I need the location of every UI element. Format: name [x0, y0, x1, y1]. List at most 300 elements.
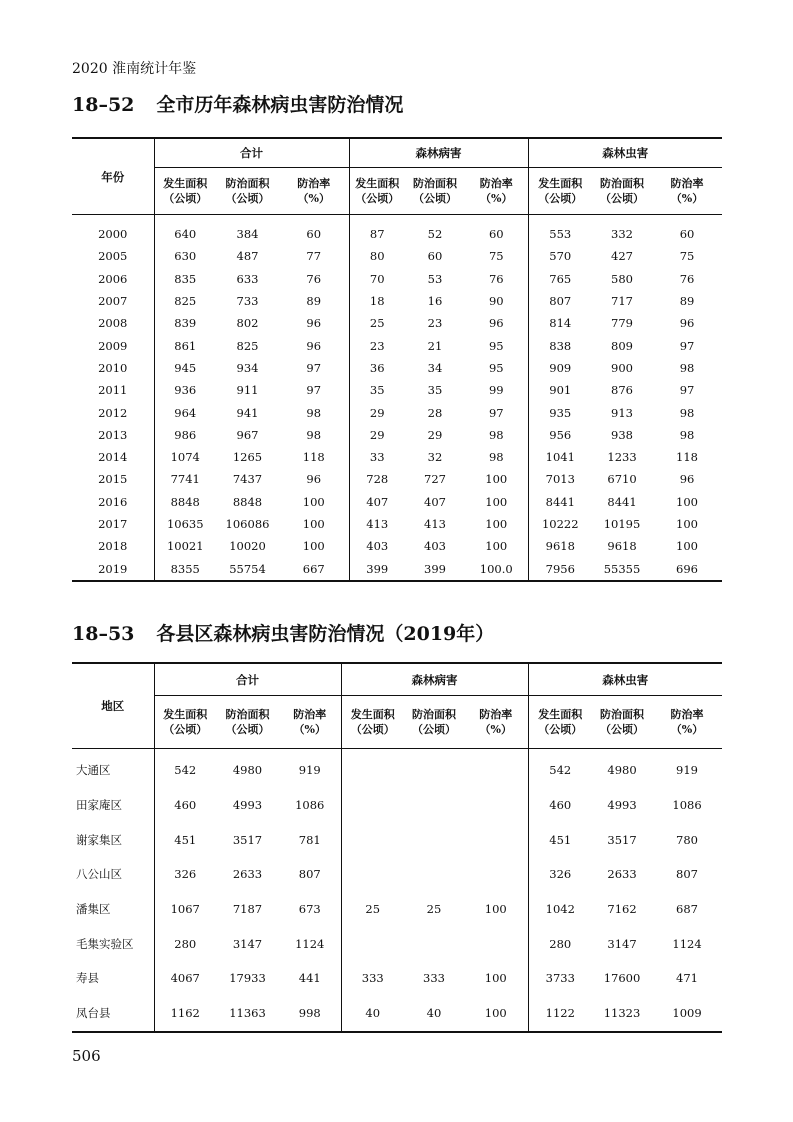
- disease-control-cell: [404, 926, 464, 961]
- disease-rate-cell: 99: [488, 383, 504, 398]
- table-row: [72, 961, 722, 996]
- disease-rate-cell: 90: [488, 294, 504, 309]
- pest-control-cell: 17600: [603, 971, 641, 986]
- year-cell: 2015: [98, 472, 128, 487]
- group-forest-pest: 森林虫害: [528, 138, 722, 168]
- total-occurrence-cell: 1074: [154, 446, 216, 468]
- pest-control-cell: 4993: [607, 798, 637, 813]
- pest-rate-cell: 98: [679, 360, 695, 375]
- table-row: [72, 215, 722, 246]
- pest-control-cell: 7162: [607, 902, 637, 917]
- total-occurrence-cell: 936: [154, 379, 216, 401]
- disease-occurrence-cell: [341, 822, 404, 857]
- total-control-cell: 1265: [232, 450, 263, 465]
- total-occurrence-cell: 1067: [154, 892, 216, 927]
- total-occurrence-cell: 640: [154, 215, 216, 246]
- header-unit: （公顷）: [600, 723, 645, 736]
- total-control-cell: 633: [236, 271, 259, 286]
- total-occurrence-cell: 542: [154, 749, 216, 788]
- pest-rate-cell: 100: [676, 539, 698, 554]
- total-control-cell: 7187: [232, 902, 263, 917]
- total-control-cell: 4980: [232, 763, 263, 778]
- total-control-cell: 941: [236, 405, 259, 420]
- total-rate-cell: 118: [302, 450, 325, 465]
- pest-control-cell: 913: [611, 405, 633, 420]
- table-row: [72, 424, 722, 446]
- year-cell: 2013: [98, 427, 128, 442]
- total-occurrence-cell: 7741: [154, 468, 216, 490]
- disease-control-cell: 403: [424, 539, 446, 554]
- header-label: 防治率: [670, 708, 704, 721]
- pest-rate-cell: 96: [679, 316, 695, 331]
- header-unit: （%）: [480, 192, 513, 205]
- table-row: [72, 446, 722, 468]
- total-control-cell: 7437: [232, 472, 263, 487]
- pest-occurrence-cell: 7013: [528, 468, 592, 490]
- pest-occurrence-cell: 3733: [528, 961, 592, 996]
- disease-rate-cell: 100: [485, 494, 508, 509]
- header-unit: （公顷）: [413, 192, 457, 205]
- pest-occurrence-cell: 1042: [528, 892, 592, 927]
- disease-rate-cell: 76: [488, 271, 504, 286]
- total-control-cell: 2633: [232, 867, 263, 882]
- total-rate-cell: 77: [306, 249, 322, 264]
- total-control-cell: 384: [236, 227, 259, 242]
- table-row: [72, 491, 722, 513]
- pest-control-cell: 938: [611, 427, 633, 442]
- table1-title: [72, 90, 403, 117]
- pest-rate-cell: 1086: [672, 798, 702, 813]
- table-row: [72, 379, 722, 401]
- disease-control-cell: 32: [427, 450, 443, 465]
- disease-control-cell: 60: [427, 249, 443, 264]
- disease-control-cell: 28: [427, 405, 443, 420]
- disease-control-cell: 23: [427, 316, 443, 331]
- table-row: [72, 468, 722, 490]
- year-cell: 2006: [98, 271, 128, 286]
- total-control-cell: 967: [236, 427, 259, 442]
- header-unit: （公顷）: [225, 723, 270, 736]
- disease-control-cell: [404, 788, 464, 823]
- disease-occurrence-cell: 70: [349, 268, 405, 290]
- control-area-header: [404, 696, 464, 749]
- year-cell: 2018: [98, 539, 128, 554]
- table-row: [72, 788, 722, 823]
- disease-occurrence-cell: 407: [349, 491, 405, 513]
- region-cell: 毛集实验区: [76, 936, 134, 951]
- table-row: [72, 290, 722, 312]
- disease-control-cell: [404, 857, 464, 892]
- year-cell: 2017: [98, 517, 128, 531]
- pest-occurrence-cell: 570: [528, 245, 592, 267]
- disease-rate-cell: 100: [484, 902, 507, 917]
- region-cell: 凤台县: [76, 1006, 111, 1021]
- disease-control-cell: 29: [427, 427, 443, 442]
- table-forest-pest-history: [72, 137, 722, 582]
- header-label: 发生面积: [538, 177, 583, 190]
- region-cell: 大通区: [76, 763, 111, 778]
- total-rate-cell: 97: [306, 360, 322, 375]
- total-rate-cell: 441: [298, 971, 321, 986]
- disease-occurrence-cell: [341, 788, 404, 823]
- header-unit: （公顷）: [538, 723, 583, 736]
- header-label: 防治率: [670, 177, 704, 190]
- total-control-cell: 825: [236, 338, 259, 353]
- disease-occurrence-cell: 33: [349, 446, 405, 468]
- header-unit: （%）: [297, 192, 330, 205]
- table-row: [72, 822, 722, 857]
- disease-control-cell: [404, 822, 464, 857]
- table-row: [72, 749, 722, 788]
- disease-control-cell: 399: [424, 561, 446, 576]
- disease-occurrence-cell: [341, 926, 404, 961]
- pest-control-cell: 580: [611, 271, 633, 286]
- table2-title: [72, 619, 494, 646]
- total-rate-cell: 98: [306, 427, 322, 442]
- pest-rate-cell: 807: [676, 867, 698, 882]
- disease-rate-cell: [464, 822, 528, 857]
- disease-rate-cell: 97: [488, 405, 504, 420]
- total-rate-cell: 76: [306, 271, 322, 286]
- pest-rate-cell: 98: [679, 405, 695, 420]
- table-row: [72, 557, 722, 580]
- pest-control-cell: 3147: [607, 936, 637, 951]
- table-row: [72, 401, 722, 423]
- disease-occurrence-cell: 413: [349, 513, 405, 535]
- pest-occurrence-cell: 765: [528, 268, 592, 290]
- region-cell: 谢家集区: [76, 832, 122, 847]
- total-control-cell: 10020: [229, 539, 266, 554]
- header-unit: （%）: [670, 723, 704, 736]
- pest-rate-cell: 96: [679, 472, 695, 487]
- total-occurrence-cell: 630: [154, 245, 216, 267]
- region-cell: 潘集区: [76, 902, 111, 917]
- total-control-cell: 17933: [229, 971, 266, 986]
- control-rate-header: [652, 168, 722, 215]
- occurrence-area-header: [154, 696, 216, 749]
- header-label: 防治面积: [412, 708, 456, 721]
- total-occurrence-cell: 460: [154, 788, 216, 823]
- disease-rate-cell: 100: [485, 517, 508, 531]
- region-cell: 八公山区: [76, 867, 122, 882]
- occurrence-area-header: [349, 168, 405, 215]
- table1-title-text: 全市历年森林病虫害防治情况: [156, 94, 404, 116]
- total-occurrence-cell: 280: [154, 926, 216, 961]
- disease-occurrence-cell: 403: [349, 535, 405, 557]
- pest-control-cell: 3517: [607, 832, 637, 847]
- header-label: 发生面积: [163, 177, 208, 190]
- disease-occurrence-cell: 40: [341, 996, 404, 1032]
- header-label: 发生面积: [538, 708, 583, 721]
- pest-control-cell: 876: [611, 383, 633, 398]
- control-area-header: [405, 168, 465, 215]
- total-occurrence-cell: 326: [154, 857, 216, 892]
- pest-occurrence-cell: 807: [528, 290, 592, 312]
- pest-occurrence-cell: 909: [528, 357, 592, 379]
- header-label: 防治率: [479, 177, 513, 190]
- disease-control-cell: 25: [426, 902, 442, 917]
- pest-control-cell: 332: [611, 227, 633, 242]
- header-unit: （公顷）: [538, 192, 583, 205]
- table-row: [72, 312, 722, 334]
- year-cell: 2000: [98, 227, 128, 242]
- control-rate-header: [279, 168, 349, 215]
- year-cell: 2010: [98, 360, 128, 375]
- year-cell: 2016: [98, 494, 128, 509]
- disease-occurrence-cell: 87: [349, 215, 405, 246]
- total-control-cell: 802: [236, 316, 259, 331]
- total-rate-cell: 100: [302, 517, 325, 531]
- total-occurrence-cell: 10635: [154, 513, 216, 535]
- total-rate-cell: 781: [298, 832, 321, 847]
- pest-rate-cell: 75: [679, 249, 695, 264]
- pest-rate-cell: 471: [676, 971, 698, 986]
- table-row: [72, 996, 722, 1032]
- table-forest-pest-by-district: [72, 662, 722, 1033]
- disease-rate-cell: [464, 749, 528, 788]
- pest-control-cell: 779: [611, 316, 633, 331]
- disease-rate-cell: 100: [485, 539, 508, 554]
- header-label: 发生面积: [355, 177, 400, 190]
- occurrence-area-header: [528, 168, 592, 215]
- disease-control-cell: 407: [424, 494, 446, 509]
- disease-control-cell: 40: [426, 1006, 442, 1021]
- page-number: 506: [72, 1047, 101, 1065]
- table-row: [72, 892, 722, 927]
- total-occurrence-cell: 8848: [154, 491, 216, 513]
- disease-control-cell: 333: [423, 971, 445, 986]
- disease-rate-cell: 75: [488, 249, 504, 264]
- disease-control-cell: 52: [427, 227, 443, 242]
- control-rate-header: [279, 696, 341, 749]
- pest-rate-cell: 100: [676, 494, 698, 509]
- disease-occurrence-cell: 399: [349, 557, 405, 580]
- pest-control-cell: 4980: [607, 763, 637, 778]
- pest-rate-cell: 696: [676, 561, 698, 576]
- pest-control-cell: 717: [611, 294, 633, 309]
- year-cell: 2014: [98, 450, 128, 465]
- table2-number: 18–53: [72, 623, 135, 645]
- group-total: 合计: [154, 138, 349, 168]
- pest-occurrence-cell: 814: [528, 312, 592, 334]
- disease-control-cell: [404, 749, 464, 788]
- total-control-cell: 487: [236, 249, 259, 264]
- year-cell: 2008: [98, 316, 128, 331]
- total-control-cell: 4993: [232, 798, 263, 813]
- disease-rate-cell: 95: [488, 338, 504, 353]
- header-unit: （%）: [670, 192, 704, 205]
- pest-occurrence-cell: 326: [528, 857, 592, 892]
- pest-occurrence-cell: 280: [528, 926, 592, 961]
- total-control-cell: 55754: [229, 561, 266, 576]
- pest-control-cell: 900: [611, 360, 633, 375]
- total-control-cell: 11363: [229, 1006, 266, 1021]
- pest-rate-cell: 687: [676, 902, 698, 917]
- disease-control-cell: 727: [424, 472, 446, 487]
- year-cell: 2012: [98, 405, 128, 420]
- total-control-cell: 934: [236, 360, 259, 375]
- row-header-year: 年份: [72, 138, 154, 215]
- disease-control-cell: 21: [427, 338, 443, 353]
- total-rate-cell: 1124: [295, 936, 325, 951]
- total-rate-cell: 96: [306, 472, 322, 487]
- control-area-header: [592, 696, 652, 749]
- header-label: 防治面积: [600, 177, 645, 190]
- table-row: [72, 357, 722, 379]
- header-unit: （公顷）: [163, 192, 208, 205]
- disease-occurrence-cell: [341, 749, 404, 788]
- total-rate-cell: 96: [306, 338, 322, 353]
- total-rate-cell: 89: [306, 294, 322, 309]
- pest-occurrence-cell: 451: [528, 822, 592, 857]
- pest-rate-cell: 1009: [672, 1006, 702, 1021]
- total-control-cell: 733: [236, 294, 259, 309]
- header-unit: （%）: [479, 723, 512, 736]
- pest-occurrence-cell: 838: [528, 334, 592, 356]
- occurrence-area-header: [154, 168, 216, 215]
- total-occurrence-cell: 451: [154, 822, 216, 857]
- total-occurrence-cell: 861: [154, 334, 216, 356]
- row-header-region: 地区: [72, 663, 154, 749]
- control-area-header: [592, 168, 652, 215]
- header-label: 发生面积: [163, 708, 208, 721]
- pest-rate-cell: 118: [676, 450, 698, 465]
- pest-rate-cell: 919: [676, 763, 698, 778]
- total-occurrence-cell: 945: [154, 357, 216, 379]
- group-forest-pest: 森林虫害: [528, 663, 722, 696]
- year-cell: 2007: [98, 294, 128, 309]
- total-occurrence-cell: 8355: [154, 557, 216, 580]
- disease-occurrence-cell: 18: [349, 290, 405, 312]
- disease-control-cell: 53: [427, 271, 443, 286]
- total-occurrence-cell: 835: [154, 268, 216, 290]
- table2-title-text: 各县区森林病虫害防治情况（2019年）: [156, 623, 495, 645]
- pest-rate-cell: 89: [679, 294, 695, 309]
- header-unit: （公顷）: [412, 723, 456, 736]
- pest-control-cell: 427: [611, 249, 633, 264]
- region-cell: 寿县: [76, 971, 99, 986]
- running-header: 2020 淮南统计年鉴: [72, 61, 197, 77]
- pest-occurrence-cell: 9618: [528, 535, 592, 557]
- disease-rate-cell: [464, 926, 528, 961]
- disease-rate-cell: 96: [488, 316, 504, 331]
- control-area-header: [216, 696, 279, 749]
- header-unit: （%）: [293, 723, 326, 736]
- pest-control-cell: 55355: [603, 561, 641, 576]
- disease-rate-cell: 60: [488, 227, 504, 242]
- year-cell: 2019: [98, 561, 128, 576]
- pest-rate-cell: 97: [679, 383, 695, 398]
- total-rate-cell: 673: [298, 902, 321, 917]
- pest-rate-cell: 76: [679, 271, 695, 286]
- pest-occurrence-cell: 7956: [528, 557, 592, 580]
- pest-control-cell: 2633: [607, 867, 637, 882]
- group-forest-disease: 森林病害: [349, 138, 528, 168]
- pest-rate-cell: 98: [679, 427, 695, 442]
- disease-occurrence-cell: 29: [349, 424, 405, 446]
- pest-occurrence-cell: 8441: [528, 491, 592, 513]
- total-rate-cell: 60: [306, 227, 322, 242]
- region-cell: 田家庵区: [76, 798, 122, 813]
- total-occurrence-cell: 964: [154, 401, 216, 423]
- disease-control-cell: 413: [424, 517, 446, 531]
- total-rate-cell: 998: [298, 1006, 321, 1021]
- header-label: 防治面积: [225, 708, 270, 721]
- disease-rate-cell: 98: [488, 450, 504, 465]
- pest-occurrence-cell: 1122: [528, 996, 592, 1032]
- pest-occurrence-cell: 10222: [528, 513, 592, 535]
- header-label: 发生面积: [350, 708, 395, 721]
- pest-occurrence-cell: 553: [528, 215, 592, 246]
- total-rate-cell: 98: [306, 405, 322, 420]
- total-rate-cell: 807: [298, 867, 321, 882]
- pest-occurrence-cell: 542: [528, 749, 592, 788]
- total-rate-cell: 96: [306, 316, 322, 331]
- total-control-cell: 3517: [232, 832, 263, 847]
- disease-control-cell: 16: [427, 294, 443, 309]
- disease-rate-cell: [464, 788, 528, 823]
- control-rate-header: [464, 696, 528, 749]
- pest-occurrence-cell: 901: [528, 379, 592, 401]
- total-control-cell: 911: [236, 383, 259, 398]
- header-label: 防治面积: [413, 177, 457, 190]
- header-unit: （公顷）: [163, 723, 208, 736]
- pest-occurrence-cell: 935: [528, 401, 592, 423]
- disease-occurrence-cell: 25: [349, 312, 405, 334]
- disease-rate-cell: 100.0: [479, 561, 513, 576]
- header-label: 防治率: [479, 708, 513, 721]
- disease-occurrence-cell: 333: [341, 961, 404, 996]
- pest-occurrence-cell: 956: [528, 424, 592, 446]
- group-forest-disease: 森林病害: [341, 663, 528, 696]
- disease-occurrence-cell: 35: [349, 379, 405, 401]
- table-row: [72, 513, 722, 535]
- table-row: [72, 334, 722, 356]
- disease-control-cell: 35: [427, 383, 443, 398]
- year-cell: 2005: [98, 249, 128, 264]
- disease-occurrence-cell: 36: [349, 357, 405, 379]
- total-occurrence-cell: 10021: [154, 535, 216, 557]
- occurrence-area-header: [528, 696, 592, 749]
- total-rate-cell: 919: [298, 763, 321, 778]
- header-label: 防治率: [293, 708, 327, 721]
- table-row: [72, 245, 722, 267]
- disease-rate-cell: 100: [485, 472, 508, 487]
- header-unit: （公顷）: [355, 192, 400, 205]
- total-rate-cell: 97: [306, 383, 322, 398]
- header-label: 防治面积: [600, 708, 645, 721]
- total-control-cell: 3147: [232, 936, 263, 951]
- total-occurrence-cell: 4067: [154, 961, 216, 996]
- control-area-header: [216, 168, 279, 215]
- pest-control-cell: 10195: [603, 517, 641, 531]
- disease-occurrence-cell: 29: [349, 401, 405, 423]
- total-rate-cell: 100: [302, 539, 325, 554]
- pest-control-cell: 6710: [607, 472, 637, 487]
- table-row: [72, 535, 722, 557]
- disease-rate-cell: 98: [488, 427, 504, 442]
- disease-rate-cell: 100: [484, 971, 507, 986]
- header-unit: （公顷）: [225, 192, 270, 205]
- total-rate-cell: 667: [302, 561, 325, 576]
- pest-rate-cell: 780: [676, 832, 698, 847]
- header-unit: （公顷）: [350, 723, 395, 736]
- pest-rate-cell: 60: [679, 227, 695, 242]
- disease-occurrence-cell: 80: [349, 245, 405, 267]
- header-label: 防治率: [297, 177, 331, 190]
- pest-rate-cell: 1124: [672, 936, 702, 951]
- total-rate-cell: 1086: [295, 798, 325, 813]
